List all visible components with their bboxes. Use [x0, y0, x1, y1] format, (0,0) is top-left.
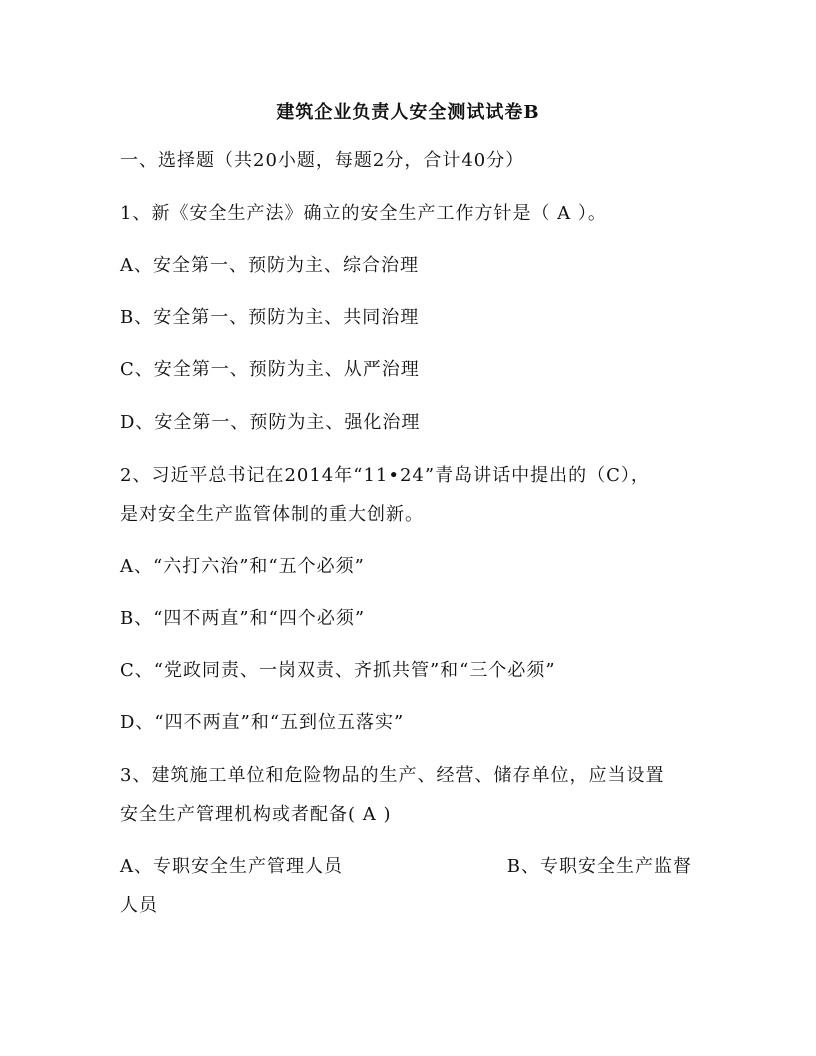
question-3-option-a: A、专职安全生产管理人员 [120, 856, 343, 877]
question-1-stem: 1、新《安全生产法》确立的安全生产工作方针是（ A ）。 [120, 203, 607, 224]
question-2-option-a: A、“六打六治”和“五个必须” [120, 556, 365, 577]
question-2-option-d: D、“四不两直”和“五到位五落实” [120, 712, 405, 733]
question-3-options-row [120, 856, 692, 878]
question-1-option-c: C、安全第一、预防为主、从严治理 [120, 359, 420, 380]
document-title: 建筑企业负责人安全测试试卷B [276, 102, 540, 123]
question-2-option-c: C、“党政同责、一岗双责、齐抓共管”和“三个必须” [120, 660, 556, 681]
question-3-stem-line-1: 3、建筑施工单位和危险物品的生产、经营、储存单位，应当设置 [120, 765, 665, 786]
question-2-stem-line-2: 是对安全生产监管体制的重大创新。 [120, 504, 424, 525]
question-2-stem-line-1: 2、习近平总书记在2014年“11•24”青岛讲话中提出的（C）， [120, 465, 650, 486]
question-3-stem-line-2: 安全生产管理机构或者配备( A ) [120, 804, 392, 825]
question-1-option-a: A、安全第一、预防为主、综合治理 [120, 255, 419, 276]
question-3-option-b-continued: 人员 [120, 895, 158, 916]
question-1-option-d: D、安全第一、预防为主、强化治理 [120, 412, 421, 433]
question-2-option-b: B、“四不两直”和“四个必须” [120, 608, 366, 629]
section-heading: 一、选择题（共20小题，每题2分，合计40分） [120, 150, 525, 171]
question-1-option-b: B、安全第一、预防为主、共同治理 [120, 307, 420, 328]
question-3-option-b: B、专职安全生产监督 [506, 856, 692, 877]
